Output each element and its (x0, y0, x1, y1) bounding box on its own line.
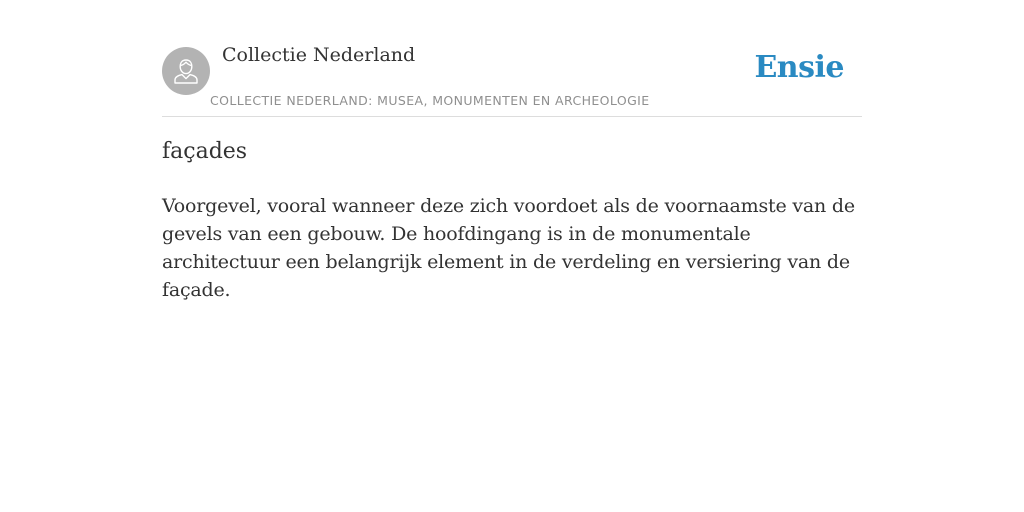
author-avatar[interactable] (162, 47, 210, 95)
author-name[interactable]: Collectie Nederland (222, 44, 416, 66)
entry-term: façades (162, 139, 248, 164)
user-avatar-icon (171, 56, 201, 86)
entry-definition: Voorgevel, vooral wanneer deze zich voordoet als de voornaamste van de gevels van een gebouw. De hoofdingang is in de monumentale architectuur een belangrijk element in de verdeling en versiering van de façade. (162, 195, 855, 301)
site-logo[interactable]: Ensie (754, 50, 844, 85)
source-link[interactable]: COLLECTIE NEDERLAND: MUSEA, MONUMENTEN EN ARCHEOLOGIE (210, 93, 650, 108)
entry-header (162, 0, 862, 117)
entry-card (162, 0, 862, 512)
